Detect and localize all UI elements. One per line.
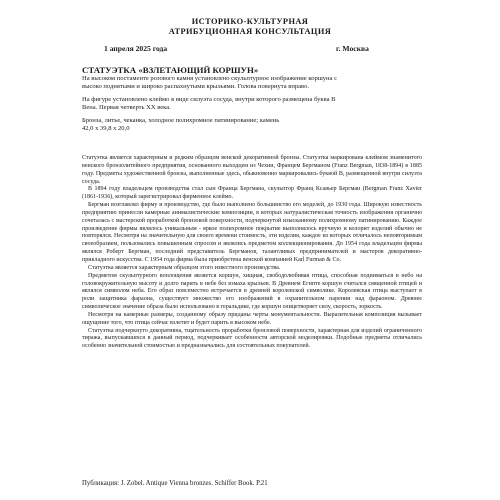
body-paragraph: Статуэтка подчеркнуто декоративна, тщательность проработки бронзовой поверхности, характерная для изделий ограниченного тиража, выпускавшихся в данный период, подчеркивает особенности авторской моделировки. Подобные предметы отличались особенно значительной стоимостью и предназначались для состоятельных покупателей. — [82, 327, 422, 350]
intro-line: Бронза, литье, чеканка, холодное полихромное патинирование; камень — [82, 117, 280, 124]
body-paragraph: Предметом скульптурного воплощения является коршун, хищная, свободолюбивая птица, способная подниматься в небо на головокружительную высоту и долго парить в небе без взмаха крыльев. В Древнем Египте коршун считался священной птицей и являлся символом неба. Его образ повсеместно встречается в древней королевской символике. Королевская птица выступает в роли защитника фараона, существует множество его изображений в охранительном парении над фараоном. Древнее символическое значение образа было использовано в геральдике, где коршун олицетворяет силу, скорость, зоркость. — [82, 272, 422, 311]
doc-date: 1 апреля 2025 года — [104, 44, 168, 53]
body-paragraph: В 1894 году владельцем производства стал сын Франца Бергмана, скульптор Франц Ксавьер Бергман (Bergman Franz Xavier (1861-1936), который зарегистрировал фирменное клеймо. — [82, 186, 422, 201]
doc-heading-line1: ИСТОРИКО-КУЛЬТУРНАЯ — [191, 17, 309, 26]
body-paragraph: Статуэтка является характерным образцом этого известного производства. — [88, 264, 281, 271]
item-title: СТАТУЭТКА «ВЗЛЕТАЮЩИЙ КОРШУН» — [82, 65, 259, 75]
doc-heading-line2: АТРИБУЦИОННАЯ КОНСУЛЬТАЦИЯ — [168, 27, 332, 36]
intro-line: высоко поднятыми и широко распахнутыми крыльями. Голова повернута вправо. — [82, 83, 310, 90]
body-text — [82, 155, 422, 351]
intro-line: На фигуре установлено клеймо в виде силуэта сосуда, внутри которого размещена буква В — [82, 96, 336, 103]
publication-reference: Публикация: J. Zobel. Antique Vienna bronzes. Schiffer Book. P.21 — [82, 480, 268, 487]
body-paragraph: Бергман возглавлял фирму и производство, где было выполнено большинство его моделей, до 1930 года. Широкую известность предприятию принесли камерные анималистические композиции, в которых натуралистическая точность изображения органично сочеталась с мастерской проработкой бронзовой поверхности, подчеркнутой изысканному полихромному патинированию. Каждое произведение фирмы являлось уникальным - яркое полихромное покрытие выполнялось вручную и колорит изделий обычно не повторялся. Несмотря на значительную для своего времени стоимость, эти изделия, каждое из которых отличалось неповторимым своеобразием, пользовались повышенным спросом и являлись предметом коллекционирования. До 1954 года владельцем фирмы являлся Роберт Бергман, последний представитель Бергманов, талантливых предпринимателей и мастеров декоративно-прикладного искусства. С 1954 года фирма была приобретена венской компанией Karl Furman & Co. — [82, 202, 422, 263]
doc-city: г. Москва — [336, 44, 369, 53]
body-paragraph: Несмотря на камерные размеры, созданному образу приданы черты монументальности. Выразительная композиция вызывает ощущение того, что птица сейчас взлетит и будет парить в высоком небе. — [82, 311, 422, 326]
intro-line: На высоком постаменте розового камня установлено скульптурное изображение коршуна с — [82, 75, 338, 82]
intro-line: Вена. Первая четверть XX века. — [82, 104, 171, 111]
body-paragraph: Статуэтка является характерным и редким образцом венской декоративной бронзы. Статуэтка маркирована клеймом знаменитого венского бронзолитейного предприятия, основанного выходцем из Чехии, Францем Бергманом (Franz Bergman, 1838-1894) в 1885 году. Предметы художественной бронзы, выполненные здесь, обыкновенно маркировались буквой В, размещенной внутри силуэта сосуда. — [82, 155, 422, 185]
intro-line: 42,0 x 39,8 x 20,0 — [82, 125, 130, 132]
